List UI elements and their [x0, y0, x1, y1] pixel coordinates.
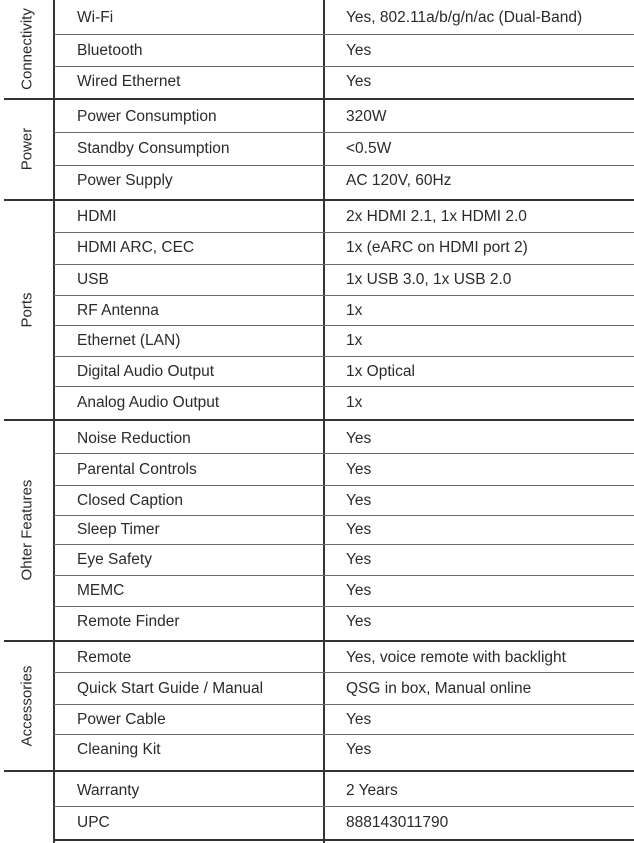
table-row — [54, 233, 634, 263]
value-cell: Yes — [346, 521, 372, 538]
table-row — [54, 516, 634, 544]
value-cell: QSG in box, Manual online — [346, 679, 532, 697]
table-row — [54, 545, 634, 575]
attribute-cell: Remote Finder — [77, 612, 180, 630]
table-row — [54, 673, 634, 704]
section-label: Power — [18, 127, 35, 171]
value-cell: Yes — [346, 460, 372, 478]
attribute-cell: Ethernet (LAN) — [77, 332, 181, 349]
attribute-cell: HDMI ARC, CEC — [77, 239, 195, 256]
value-cell: Yes — [346, 491, 372, 509]
table-row — [54, 357, 634, 386]
attribute-cell: Wired Ethernet — [77, 73, 181, 90]
table-row — [54, 607, 634, 636]
table-row — [54, 642, 634, 673]
attribute-cell: UPC — [77, 813, 110, 831]
value-cell: Yes — [346, 551, 372, 568]
table-bottom-border — [54, 839, 634, 841]
section-ports — [0, 200, 634, 419]
attribute-cell: Noise Reduction — [77, 429, 191, 447]
value-cell: 1x — [346, 301, 363, 319]
attribute-cell: Digital Audio Output — [77, 362, 215, 380]
value-cell: Yes — [346, 740, 372, 758]
section-other-features — [0, 420, 634, 640]
attribute-cell: MEMC — [77, 582, 125, 599]
section-label: Accessories — [18, 665, 35, 746]
value-cell: AC 120V, 60Hz — [346, 172, 452, 189]
table-row — [54, 201, 634, 232]
attribute-cell: HDMI — [77, 207, 117, 225]
value-cell: 1x USB 3.0, 1x USB 2.0 — [346, 270, 512, 288]
attribute-cell: RF Antenna — [77, 301, 159, 319]
table-row — [54, 705, 634, 734]
attribute-cell: Eye Safety — [77, 551, 152, 568]
attribute-cell: Power Supply — [77, 172, 173, 189]
value-cell: Yes — [346, 612, 372, 630]
attribute-cell: Warranty — [77, 781, 140, 799]
section-label: Ports — [18, 291, 35, 328]
value-cell: 1x — [346, 332, 363, 349]
table-row — [54, 296, 634, 325]
table-row — [54, 422, 634, 455]
value-cell: Yes — [346, 710, 372, 728]
attribute-cell: Quick Start Guide / Manual — [77, 679, 264, 697]
attribute-cell: Parental Controls — [77, 460, 197, 478]
section-accessories — [0, 641, 634, 770]
table-row — [54, 774, 634, 807]
attribute-cell: Power Cable — [77, 710, 166, 728]
table-row — [54, 454, 634, 485]
value-cell: 1x (eARC on HDMI port 2) — [346, 239, 528, 256]
attribute-cell: Standby Consumption — [77, 140, 230, 157]
table-row — [54, 67, 634, 97]
table-row — [54, 387, 634, 418]
value-cell: Yes — [346, 41, 372, 59]
table-row — [54, 807, 634, 838]
table-row — [54, 103, 634, 131]
value-cell: Yes — [346, 73, 372, 90]
attribute-cell: Wi-Fi — [77, 9, 114, 26]
value-cell: 888143011790 — [346, 813, 449, 831]
attribute-cell: USB — [77, 270, 109, 288]
value-cell: <0.5W — [346, 140, 392, 157]
section-power — [0, 99, 634, 199]
table-row — [54, 735, 634, 764]
value-cell: 1x — [346, 393, 363, 411]
attribute-cell: Analog Audio Output — [77, 393, 220, 411]
table-row — [54, 35, 634, 66]
value-cell: Yes — [346, 582, 372, 599]
attribute-cell: Bluetooth — [77, 41, 143, 59]
attribute-cell: Power Consumption — [77, 108, 217, 125]
table-row — [54, 576, 634, 606]
table-row — [54, 265, 634, 294]
table-row — [54, 486, 634, 515]
attribute-cell: Sleep Timer — [77, 521, 160, 538]
attribute-cell: Remote — [77, 648, 132, 666]
value-cell: Yes, voice remote with backlight — [346, 648, 566, 666]
value-cell: Yes, 802.11a/b/g/n/ac (Dual-Band) — [346, 9, 583, 26]
table-row — [54, 2, 634, 34]
table-row — [54, 133, 634, 165]
table-row — [54, 326, 634, 356]
section-label: Ohter Features — [18, 479, 35, 581]
attribute-cell: Closed Caption — [77, 491, 183, 509]
section-misc — [0, 771, 634, 840]
value-cell: 1x Optical — [346, 362, 415, 380]
value-cell: Yes — [346, 429, 372, 447]
value-cell: 320W — [346, 108, 387, 125]
attribute-cell: Cleaning Kit — [77, 740, 161, 758]
value-cell: 2x HDMI 2.1, 1x HDMI 2.0 — [346, 207, 527, 225]
section-label: Connectivity — [18, 8, 35, 90]
value-cell: 2 Years — [346, 781, 398, 799]
section-connectivity — [0, 0, 634, 98]
table-row — [54, 166, 634, 196]
